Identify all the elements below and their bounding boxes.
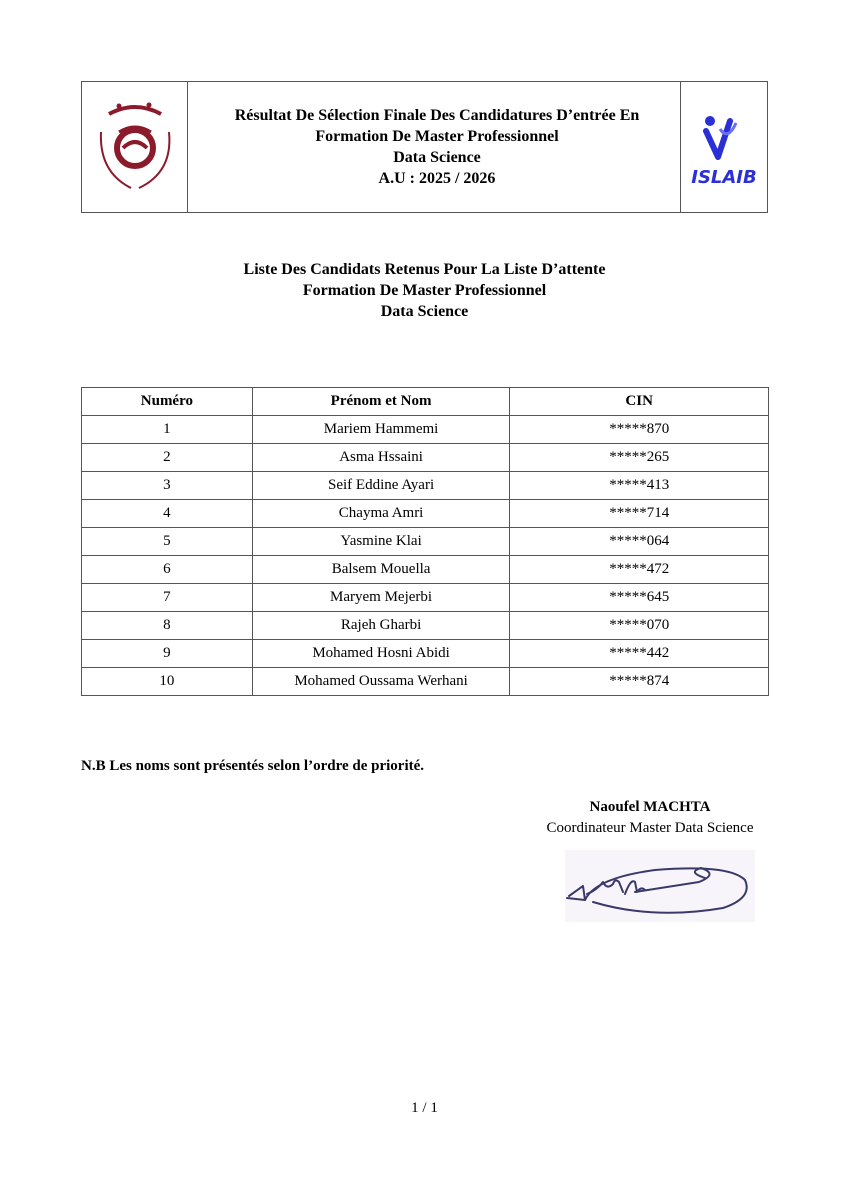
handwritten-signature — [565, 850, 755, 922]
signatory-block — [520, 797, 780, 839]
list-title-line-2: Formation De Master Professionnel — [302, 282, 547, 299]
signatory-role: Coordinateur Master Data Science — [546, 820, 754, 836]
cell-cin: *****870 — [510, 416, 769, 444]
cell-numero: 5 — [82, 528, 253, 556]
table-row — [82, 668, 769, 696]
candidates-table — [81, 387, 769, 696]
cell-cin: *****265 — [510, 444, 769, 472]
cell-numero: 10 — [82, 668, 253, 696]
university-logo-cell — [82, 82, 188, 212]
list-title-line-3: Data Science — [380, 303, 469, 320]
cell-nom: Chayma Amri — [252, 500, 510, 528]
cell-numero: 1 — [82, 416, 253, 444]
table-row — [82, 500, 769, 528]
column-header-numero: Numéro — [82, 388, 253, 416]
header-title-line-2: Formation De Master Professionnel — [315, 128, 559, 145]
signatory-name: Naoufel MACHTA — [589, 799, 711, 815]
islaib-logo-cell — [680, 82, 767, 212]
cell-nom: Balsem Mouella — [252, 556, 510, 584]
table-header-row — [82, 388, 769, 416]
header-title — [188, 82, 680, 212]
table-row — [82, 612, 769, 640]
cell-nom: Maryem Mejerbi — [252, 584, 510, 612]
cell-cin: *****070 — [510, 612, 769, 640]
cell-cin: *****064 — [510, 528, 769, 556]
table-row — [82, 528, 769, 556]
cell-numero: 8 — [82, 612, 253, 640]
cell-cin: *****472 — [510, 556, 769, 584]
table-row — [82, 416, 769, 444]
cell-numero: 3 — [82, 472, 253, 500]
cell-cin: *****714 — [510, 500, 769, 528]
table-row — [82, 640, 769, 668]
cell-numero: 6 — [82, 556, 253, 584]
header-box — [81, 81, 768, 213]
header-title-line-1: Résultat De Sélection Finale Des Candidatures D’entrée En — [234, 107, 640, 124]
header-title-line-4: A.U : 2025 / 2026 — [378, 170, 496, 187]
page-number: 1 / 1 — [411, 1100, 438, 1116]
cell-numero: 9 — [82, 640, 253, 668]
table-row — [82, 472, 769, 500]
list-title — [0, 259, 849, 322]
cell-nom: Asma Hssaini — [252, 444, 510, 472]
cell-cin: *****874 — [510, 668, 769, 696]
cell-numero: 2 — [82, 444, 253, 472]
cell-nom: Mariem Hammemi — [252, 416, 510, 444]
cell-cin: *****413 — [510, 472, 769, 500]
cell-numero: 7 — [82, 584, 253, 612]
header-title-line-3: Data Science — [393, 149, 481, 166]
table-row — [82, 556, 769, 584]
cell-numero: 4 — [82, 500, 253, 528]
universite-de-jendouba-logo — [89, 92, 181, 202]
cell-nom: Seif Eddine Ayari — [252, 472, 510, 500]
svg-text:ISLAIB: ISLAIB — [691, 167, 757, 188]
table-row — [82, 584, 769, 612]
cell-nom: Yasmine Klai — [252, 528, 510, 556]
column-header-nom: Prénom et Nom — [252, 388, 510, 416]
cell-nom: Mohamed Hosni Abidi — [252, 640, 510, 668]
cell-cin: *****442 — [510, 640, 769, 668]
priority-note: N.B Les noms sont présentés selon l’ordre de priorité. — [81, 758, 425, 774]
list-title-line-1: Liste Des Candidats Retenus Pour La Liste D’attente — [243, 261, 606, 278]
cell-cin: *****645 — [510, 584, 769, 612]
table-row — [82, 444, 769, 472]
column-header-cin: CIN — [510, 388, 769, 416]
cell-nom: Mohamed Oussama Werhani — [252, 668, 510, 696]
cell-nom: Rajeh Gharbi — [252, 612, 510, 640]
islaib-logo — [682, 99, 766, 195]
